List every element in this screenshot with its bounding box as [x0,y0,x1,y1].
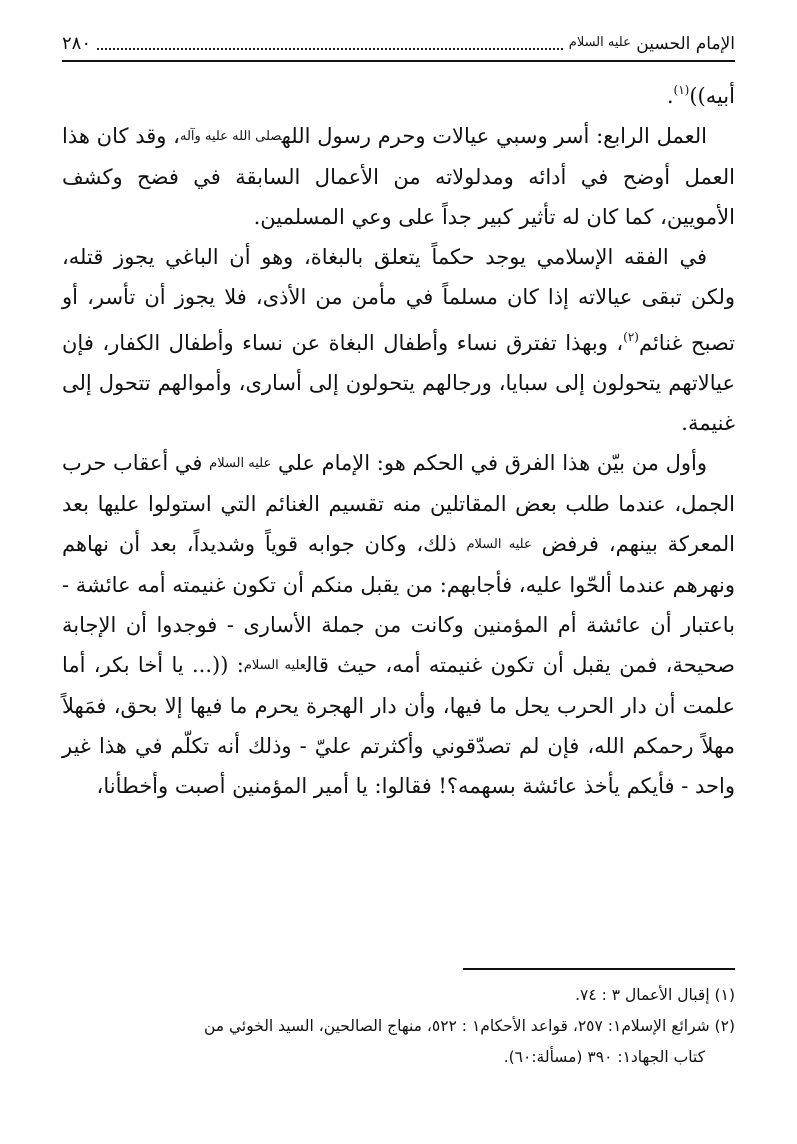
paragraph-4 [62,443,735,806]
paragraph-text: وأول من بيّن هذا الفرق في الحكم هو: الإمام علي [277,451,708,475]
paragraph-3 [62,237,735,443]
honorific-mark: عليه السلام [243,658,307,673]
footnote-separator [463,968,735,970]
paragraph-text: العمل الرابع: أسر وسبي عيالات وحرم رسول الله [281,124,707,148]
running-title-text: الإمام الحسين [636,34,735,54]
paragraph-text: ، وبهذا تفترق نساء وأطفال البغاة عن نساء وأطفال الكفار، فإن عيالاتهم يتحولون إلى سبايا، ورجالهم يتحولون إلى أسارى، وأموالهم تتحول إلى غنيمة. [62,331,735,435]
honorific-mark: عليه السلام [568,35,631,50]
running-head [62,26,735,62]
footnote-ref-2: (٢) [623,330,639,344]
leader-dots [97,47,563,50]
paragraph-text: في أعقاب حرب الجمل، عندما طلب بعض المقاتلين منه تقسيم الغنائم التي استولوا عليها بعد المعركة بينهم، فرفض [62,451,735,556]
paragraph-text: . [666,84,674,108]
paragraph-text: ذلك، وكان جوابه قوياً وشديداً، بعد أن نهاهم ونهرهم عندما ألحّوا عليه، فأجابهم: من يقبل منكم أن تكون غنيمته أمه عائشة - باعتبار أن عائشة أم المؤمنين وكانت من جملة الأسارى - فوجدوا أن الإجابة صحيحة، فمن يقبل أن تكون غنيمته أمه، حيث قال [61,532,735,677]
paragraph-text: : ((... يا أخا بكر، أما علمت أن دار الحرب يحل ما فيها، وأن دار الهجرة يحرم ما فيها إلا بحق، فمَهلاً مهلاً رحمكم الله، فإن لم تصدّقوني وأكثرتم عليّ - وذلك أنه تكلّم في هذا غير واحد - فأيكم يأخذ عائشة بسهمه؟! فقالوا: يا أمير المؤمنين أصبت وأخطأنا، [62,653,735,798]
paragraph-1 [62,70,735,116]
footnotes [62,980,735,1073]
paragraph-text: ، وقد كان هذا العمل أوضح في أدائه ومدلولاته من الأعمال السابقة في فضح وكشف الأمويين، كما كان له تأثير كبير جداً على وعي المسلمين. [62,124,735,229]
body-text [62,70,735,806]
footnote-2-continuation: كتاب الجهاد١: ٣٩٠ (مسألة:٦٠). [503,1048,705,1066]
honorific-mark: عليه السلام [466,537,532,552]
footnote-1: (١) إقبال الأعمال ٣ : ٧٤. [575,986,735,1004]
paragraph-2 [62,116,735,237]
honorific-mark: صلى الله عليه وآله [179,129,282,144]
footnote-2: (٢) شرائع الإسلام١: ٢٥٧، قواعد الأحكام١ : ٥٢٢، منهاج الصالحين، السيد الخوئي من [203,1017,735,1035]
running-title [569,34,735,60]
paragraph-text: في الفقه الإسلامي يوجد حكماً يتعلق بالبغاة، وهو أن الباغي يجوز قتله، ولكن تبقى عيالاته إذا كان مسلماً في مأمن من الأذى، فلا يجوز أن تأسر، أو تصبح غنائم [62,245,735,355]
footnote-ref-1: (١) [673,83,690,97]
paragraph-text: أبيه)) [689,84,735,108]
page-number: ٢٨٠ [62,33,92,54]
honorific-mark: عليه السلام [209,456,272,471]
